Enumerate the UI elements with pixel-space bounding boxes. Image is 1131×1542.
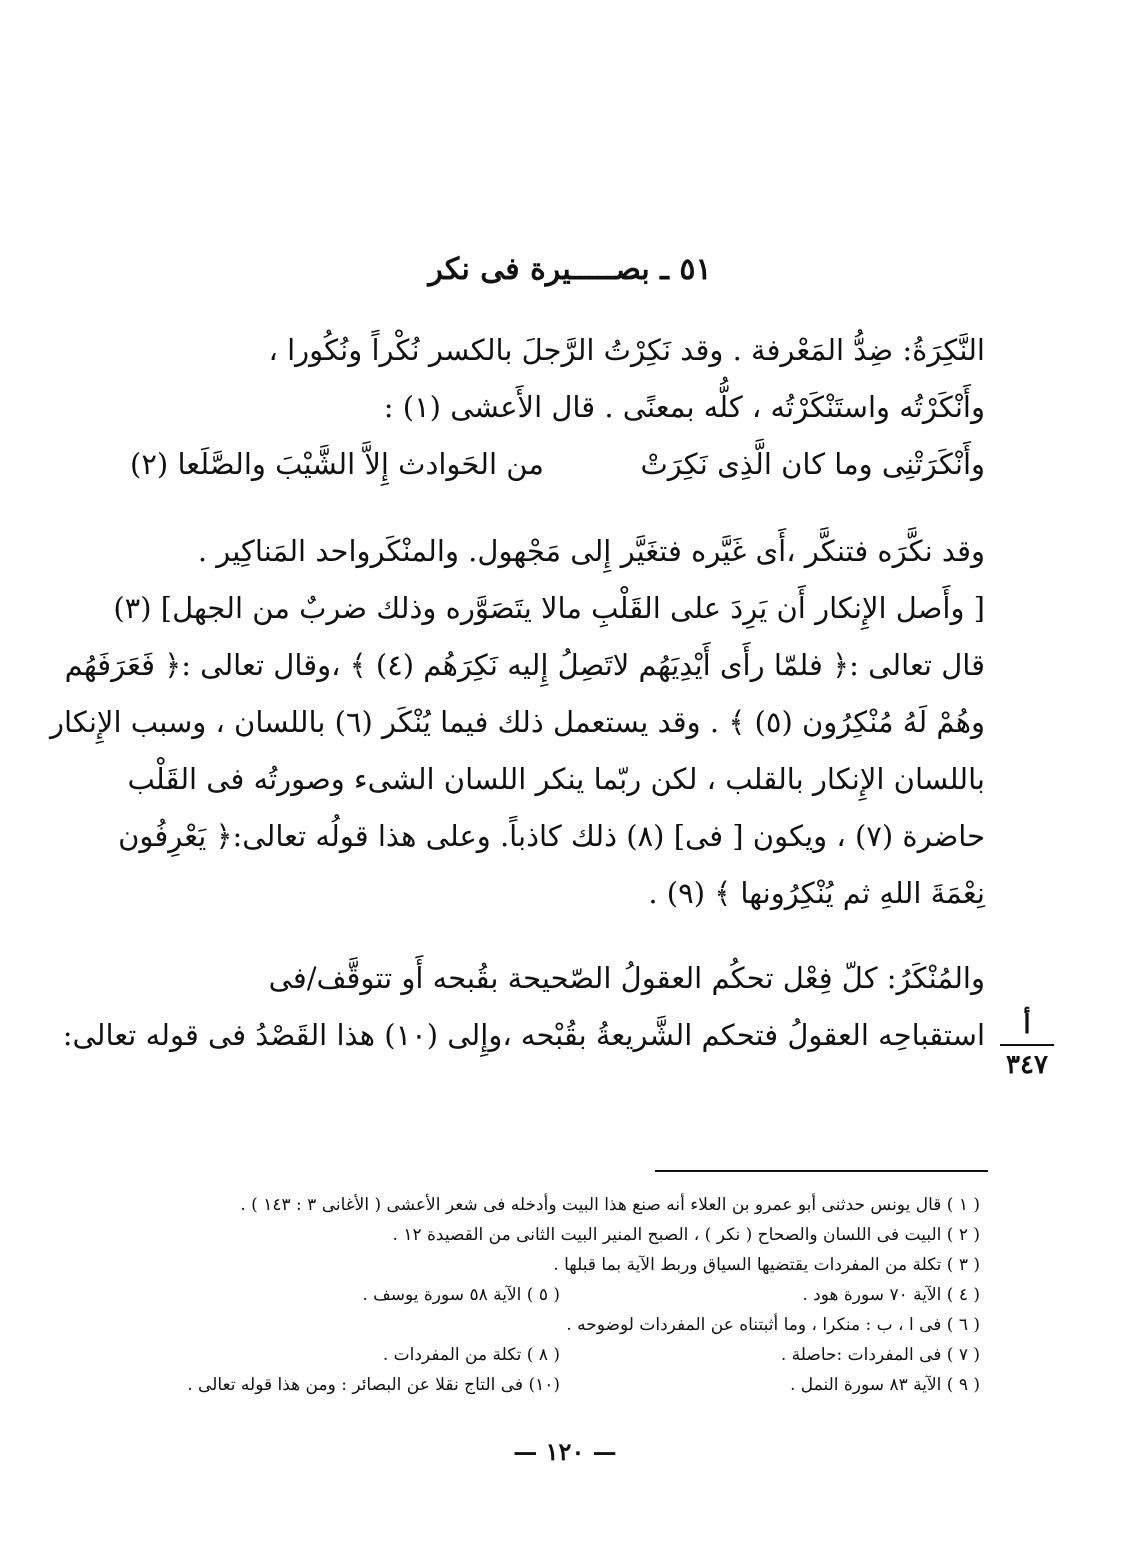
body-text	[49, 322, 985, 1064]
text-line: والمُنْكَرُ: كلّ فِعْل تحكُم العقولُ الصّحيحة بقُبحه أَو تتوقَّف/فى	[268, 961, 985, 995]
footnote-divider	[655, 1170, 988, 1172]
footnote-row	[150, 1370, 980, 1400]
marginal-manuscript-folio: ٣٤٧	[1006, 1050, 1048, 1080]
footnote: ( ٢ ) البيت فى اللسان والصحاح ( نكر ) ، الصبح المنير البيت الثانى من القصيدة ١٢ .	[392, 1225, 980, 1245]
paragraph-gap	[130, 922, 985, 950]
poetry-verse	[130, 436, 985, 493]
marginal-manuscript-side: أ	[1000, 1010, 1054, 1046]
footnote-row	[150, 1280, 980, 1310]
text-line: استقباحِه العقولُ فتحكم الشَّريعةُ بقُبْحه ،وإِلى (١٠) هذا القَصْدُ فى قوله تعالى:	[62, 1018, 985, 1052]
footnote: ( ٨ ) تكلة من المفردات .	[382, 1345, 560, 1365]
footnote-row	[150, 1340, 980, 1370]
text-line: قال تعالى :﴿ فلمّا رأَى أَيْدِيَهُم لاتَصِلُ إِليه نَكِرَهُم (٤) ﴾ ،وقال تعالى :﴿ فَعَرَفَهُم	[64, 648, 985, 682]
text-line: وهُمْ لَهُ مُنْكِرُون (٥) ﴾ . وقد يستعمل ذلك فيما يُنْكَر (٦) باللسان ، وسبب الإِنكار	[49, 705, 985, 739]
footnote: ( ١ ) قال يونس حدثنى أبو عمرو بن العلاء أنه صنع هذا البيت وأدخله فى شعر الأعشى ( الأغانى ٣ : ١٤٣ ) .	[240, 1195, 980, 1215]
text-line: باللسان الإِنكار بالقلب ، لكن ربّما ينكر اللسان الشىء وصورتُه فى القَلْب	[127, 762, 985, 796]
text-line: نِعْمَةَ اللهِ ثم يُنْكِرُونها ﴾ (٩) .	[648, 876, 985, 910]
marginal-page-reference	[1000, 1010, 1054, 1080]
footnote: ( ٤ ) الآية ٧٠ سورة هود .	[802, 1285, 980, 1305]
footnote: ( ٩ ) الآية ٨٣ سورة النمل .	[789, 1375, 980, 1395]
section-title: ٥١ ـ بصـــــيرة فى نكر	[428, 252, 712, 287]
footnote: ( ٣ ) تكلة من المفردات يقتضيها السياق وربط الآية بما قبلها .	[553, 1255, 980, 1275]
footnote: (١٠) فى التاج نقلا عن البصائر : ومن هذا قوله تعالى .	[187, 1375, 560, 1395]
footnote: ( ٦ ) فى ا ، ب : منكرا ، وما أثبتناه عن المفردات لوضوحه .	[566, 1315, 980, 1335]
text-line: [ وأَصل الإِنكار أَن يَرِدَ على القَلْبِ مالا يتَصَوَّره وذلك ضربٌ من الجهل] (٣)	[113, 591, 985, 625]
text-line: وقد نكَّرَه فتنكَّر ،أَى غَيَّره فتغَيَّر إِلى مَجْهول. والمنْكَرواحد المَناكِير .	[197, 534, 985, 568]
text-line: وأَنْكَرْتُه واستَنْكَرْتُه ، كلُّه بمعنًى . قال الأَعشى (١) :	[383, 390, 985, 424]
verse-second-hemistich: من الحَوادث إِلاَّ الشَّيْبَ والصَّلَعا (٢)	[130, 447, 544, 481]
verse-first-hemistich: وأَنْكَرَتْنِى وما كان الَّذِى نَكِرَتْ	[640, 447, 985, 481]
text-line: حاضرة (٧) ، ويكون [ فى] (٨) ذلك كاذباً. وعلى هذا قولُه تعالى:﴿ يَعْرِفُون	[118, 819, 985, 853]
footnotes	[150, 1190, 980, 1400]
footnote: ( ٥ ) الآية ٥٨ سورة يوسف .	[362, 1285, 560, 1305]
text-line: النَّكِرَةُ: ضِدُّ المَعْرفة . وقد نَكِرْتُ الرَّجلَ بالكسر نُكْراً ونُكُورا ،	[268, 333, 985, 367]
page-number: — ١٢٠ —	[513, 1437, 617, 1466]
footnote: ( ٧ ) فى المفردات :حاصلة .	[780, 1345, 980, 1365]
